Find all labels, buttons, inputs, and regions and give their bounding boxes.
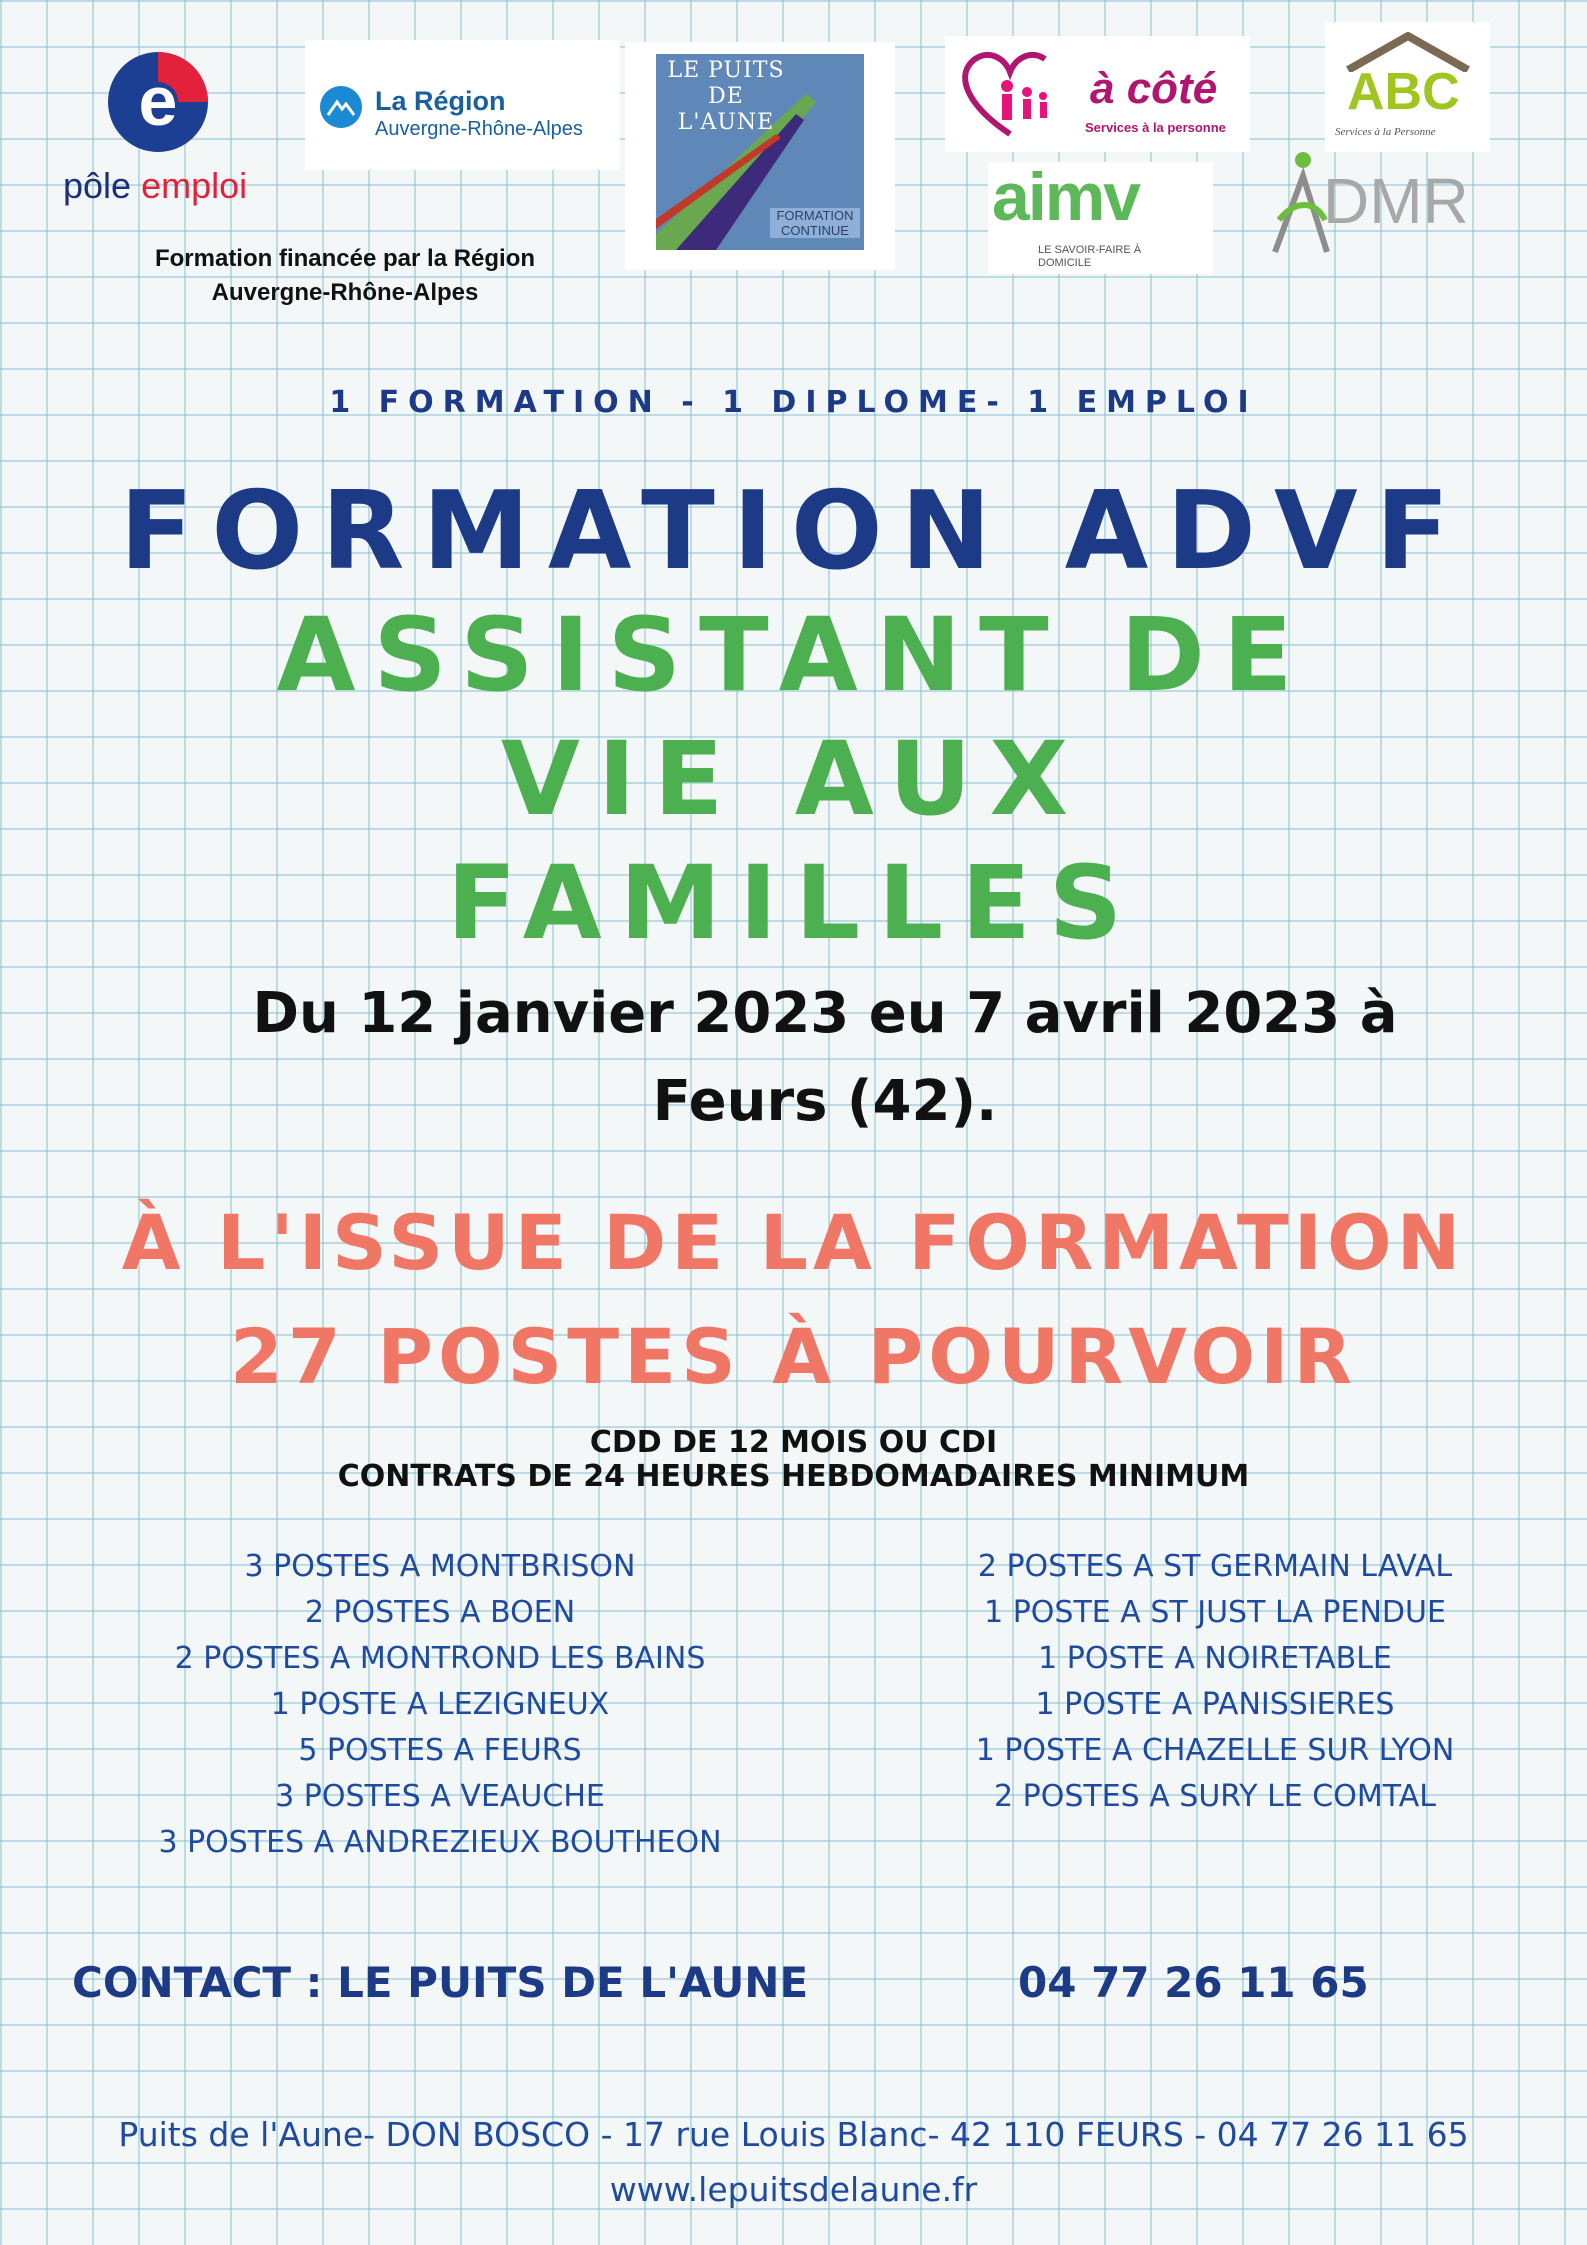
puits-title: LE PUITS DE L'AUNE: [667, 58, 785, 135]
puits-subtitle: FORMATION CONTINUE: [770, 208, 860, 238]
posts-right-list: [900, 1544, 1530, 1820]
abc-subtitle: Services à la Personne: [1335, 126, 1436, 138]
headline-line3: VIE AUX: [500, 720, 1087, 839]
list-item: 3 POSTES A VEAUCHE: [275, 1779, 605, 1814]
list-item: 2 POSTES A ST GERMAIN LAVAL: [977, 1549, 1453, 1584]
region-logo: [305, 40, 620, 170]
acote-logo: [945, 36, 1250, 152]
contact-phone[interactable]: 04 77 26 11 65: [1018, 1958, 1369, 2007]
contact-label: CONTACT : LE PUITS DE L'AUNE: [72, 1958, 809, 2007]
list-item: 5 POSTES A FEURS: [298, 1733, 582, 1768]
region-title: La Région: [375, 86, 506, 116]
admr-title: DMR: [1323, 165, 1469, 237]
footer-website[interactable]: www.lepuitsdelaune.fr: [609, 2170, 978, 2209]
list-item: 3 POSTES A ANDREZIEUX BOUTHEON: [158, 1825, 722, 1860]
funding-line1: Formation financée par la Région: [154, 245, 536, 272]
aimv-logo: [988, 159, 1213, 274]
headline-line4: FAMILLES: [446, 844, 1141, 963]
svg-text:e: e: [138, 62, 178, 140]
outcome-line2: 27 POSTES À POURVOIR: [230, 1312, 1357, 1401]
list-item: 2 POSTES A BOEN: [304, 1595, 576, 1630]
puits-logo: [625, 42, 895, 270]
list-item: 1 POSTE A LEZIGNEUX: [270, 1687, 610, 1722]
contract-line1: CDD DE 12 MOIS OU CDI: [589, 1425, 998, 1460]
list-item: 2 POSTES A SURY LE COMTAL: [994, 1779, 1436, 1814]
pole-emploi-text-b: emploi: [141, 165, 248, 206]
pole-emploi-e-icon: [103, 47, 213, 157]
headline-line2: ASSISTANT DE: [276, 596, 1311, 715]
funding-line2: Auvergne-Rhône-Alpes: [211, 279, 479, 306]
acote-title: à côté: [1090, 64, 1218, 113]
headline-formation: FORMATION ADVF: [119, 469, 1468, 594]
mountain-icon: [319, 85, 363, 129]
aimv-title: aimv: [992, 159, 1139, 235]
list-item: 1 POSTE A NOIRETABLE: [1038, 1641, 1392, 1676]
training-dates: [40, 970, 1587, 1146]
footer-address: Puits de l'Aune- DON BOSCO - 17 rue Louis Blanc- 42 110 FEURS - 04 77 26 11 65: [118, 2115, 1469, 2154]
abc-logo: [1325, 22, 1490, 152]
heart-family-icon: [955, 44, 1075, 144]
admr-logo: [1265, 150, 1525, 265]
list-item: 1 POSTE A PANISSIERES: [1035, 1687, 1395, 1722]
contract-details: [0, 1426, 1587, 1494]
acote-subtitle: Services à la personne: [1085, 120, 1226, 135]
region-subtitle: Auvergne-Rhône-Alpes: [375, 118, 583, 140]
list-item: 1 POSTE A ST JUST LA PENDUE: [984, 1595, 1446, 1630]
dates-line2: Feurs (42).: [652, 1069, 998, 1134]
aimv-subtitle: LE SAVOIR-FAIRE À DOMICILE: [1038, 244, 1142, 269]
abc-title: ABC: [1347, 63, 1460, 121]
funding-note: [90, 242, 600, 310]
tagline: 1 FORMATION - 1 DIPLOME- 1 EMPLOI: [329, 385, 1258, 420]
posts-left-list: [110, 1544, 770, 1866]
outcome-line1: À L'ISSUE DE LA FORMATION: [121, 1198, 1466, 1287]
pole-emploi-text-a: pôle: [63, 165, 142, 206]
list-item: 2 POSTES A MONTROND LES BAINS: [174, 1641, 706, 1676]
list-item: 1 POSTE A CHAZELLE SUR LYON: [975, 1733, 1455, 1768]
list-item: 3 POSTES A MONTBRISON: [244, 1549, 636, 1584]
dates-line1: Du 12 janvier 2023 eu 7 avril 2023 à: [252, 981, 1398, 1046]
contract-line2: CONTRATS DE 24 HEURES HEBDOMADAIRES MINIMUM: [337, 1459, 1250, 1494]
pole-emploi-logo: [55, 45, 255, 215]
